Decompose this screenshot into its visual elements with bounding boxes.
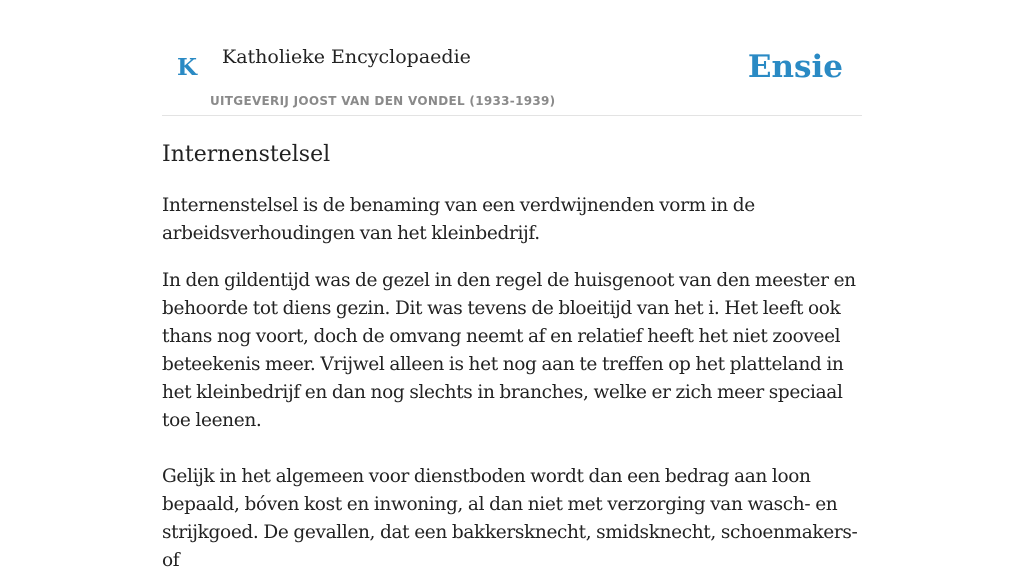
article-paragraph: Internenstelsel is de benaming van een verdwijnenden vorm in de arbeidsverhoudingen van het kleinbedrijf.	[162, 195, 755, 244]
article	[162, 140, 862, 575]
article-title: Internenstelsel	[162, 142, 331, 167]
article-paragraph: In den gildentijd was de gezel in den regel de huisgenoot van den meester en behoorde tot diens gezin. Dit was tevens de bloeitijd van het i. Het leeft ook thans nog voort, doch de omvang neemt af en relatief heeft het niet zooveel beteekenis meer. Vrijwel alleen is het nog aan te treffen op het platteland in het kleinbedrijf en dan nog slechts in branches, welke er zich meer speciaal toe leenen.	[162, 270, 856, 431]
site-header	[162, 0, 862, 116]
encyclopedia-logo[interactable]: K	[177, 54, 197, 81]
publisher-label: UITGEVERIJ JOOST VAN DEN VONDEL (1933-1939)	[210, 94, 556, 108]
encyclopedia-title[interactable]: Katholieke Encyclopaedie	[222, 46, 471, 68]
ensie-brand-logo[interactable]: Ensie	[747, 49, 843, 85]
article-paragraph: Gelijk in het algemeen voor dienstboden wordt dan een bedrag aan loon bepaald, bóven kost en inwoning, al dan niet met verzorging van wasch- en strijkgoed. De gevallen, dat een bakkersknecht, smidsknecht, schoenmakers- of	[162, 466, 858, 571]
